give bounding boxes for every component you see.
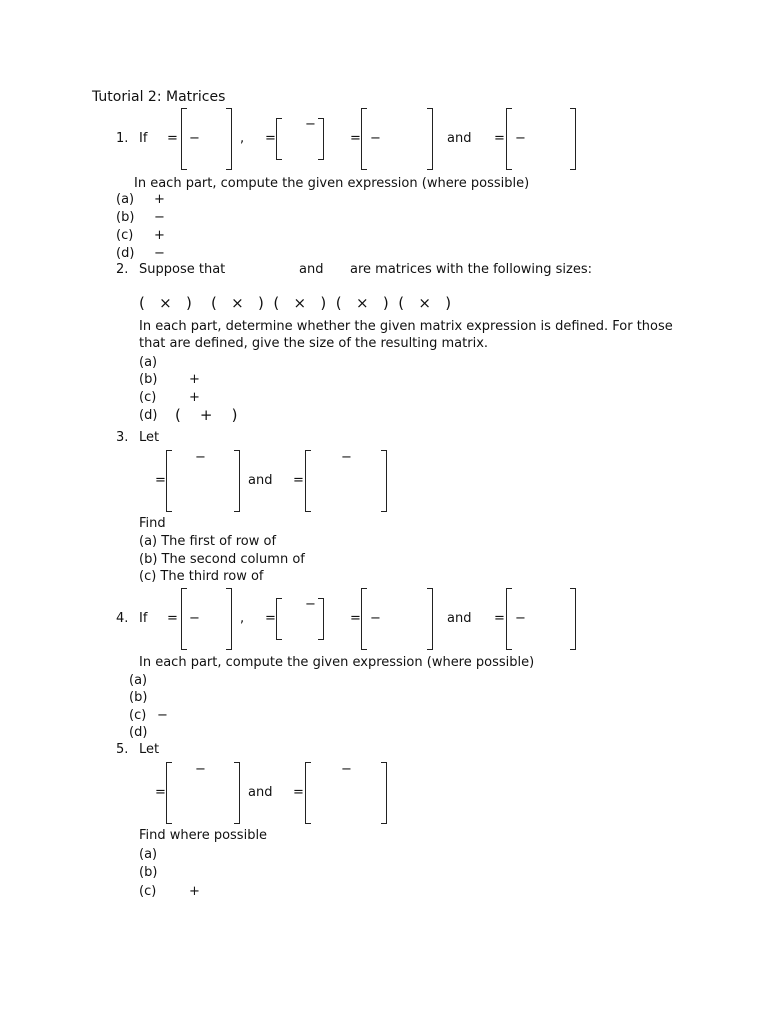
and-label: and (248, 473, 273, 488)
equals-sign: = (265, 611, 276, 626)
instruction: In each part, compute the given expression (where possible) (134, 176, 530, 191)
minus-sign: − (195, 762, 206, 777)
equals-sign: = (350, 611, 361, 626)
question-number: 3. (116, 430, 129, 445)
left-bracket (506, 588, 512, 650)
left-bracket (166, 450, 172, 512)
minus-sign: − (189, 131, 200, 146)
question-tail: are matrices with the following sizes: (350, 262, 593, 277)
and-label: and (447, 611, 472, 626)
right-bracket (381, 450, 387, 512)
equals-sign: = (293, 785, 304, 800)
part-label: (d) (129, 725, 148, 740)
right-bracket (234, 450, 240, 512)
part-label: (c) (129, 708, 147, 723)
part-label: (b) (139, 372, 158, 387)
equals-sign: = (167, 131, 178, 146)
question-number: 2. (116, 262, 129, 277)
minus-sign: − (189, 611, 200, 626)
minus-sign: − (515, 131, 526, 146)
part-text: (a) The first of row of (139, 534, 277, 549)
right-bracket (570, 588, 576, 650)
part-label: (a) (116, 192, 135, 207)
right-bracket (226, 588, 232, 650)
left-bracket (305, 762, 311, 824)
part-expression: + (154, 228, 165, 243)
part-label: (a) (139, 847, 158, 862)
part-label: (c) (139, 390, 157, 405)
matrix-sizes: ( × ) ( × ) ( × ) ( × ) ( × ) (139, 294, 452, 312)
right-bracket (226, 108, 232, 170)
page-title: Tutorial 2: Matrices (92, 89, 226, 105)
part-expression: − (154, 246, 165, 261)
part-label: (b) (116, 210, 135, 225)
let-label: Let (139, 742, 160, 757)
minus-sign: − (195, 450, 206, 465)
right-bracket (427, 588, 433, 650)
minus-sign: − (370, 611, 381, 626)
equals-sign: = (167, 611, 178, 626)
question-number: 5. (116, 742, 129, 757)
right-bracket (318, 598, 324, 640)
minus-sign: − (305, 597, 316, 612)
part-label: (d) (139, 408, 158, 423)
minus-sign: − (515, 611, 526, 626)
left-bracket (276, 598, 282, 640)
part-text: (b) The second column of (139, 552, 305, 567)
equals-sign: = (494, 131, 505, 146)
left-bracket (305, 450, 311, 512)
and-label: and (299, 262, 324, 277)
right-bracket (570, 108, 576, 170)
right-bracket (427, 108, 433, 170)
comma: , (240, 131, 245, 146)
left-bracket (276, 118, 282, 160)
left-bracket (361, 108, 367, 170)
minus-sign: − (341, 450, 352, 465)
part-expression: + (189, 372, 200, 387)
minus-sign: − (341, 762, 352, 777)
left-bracket (506, 108, 512, 170)
find-label: Find where possible (139, 828, 268, 843)
question-number: 1. (116, 131, 129, 146)
part-label: (d) (116, 246, 135, 261)
left-bracket (181, 588, 187, 650)
instruction: In each part, compute the given expression (where possible) (139, 655, 535, 670)
instruction: In each part, determine whether the given matrix expression is defined. For those (139, 319, 673, 334)
part-expression: ( + ) (175, 406, 238, 424)
right-bracket (234, 762, 240, 824)
minus-sign: − (370, 131, 381, 146)
let-label: Let (139, 430, 160, 445)
part-label: (c) (139, 884, 157, 899)
equals-sign: = (494, 611, 505, 626)
and-label: and (447, 131, 472, 146)
if-label: If (139, 611, 148, 626)
part-label: (c) (116, 228, 134, 243)
equals-sign: = (155, 785, 166, 800)
part-expression: + (189, 390, 200, 405)
part-expression: + (189, 884, 200, 899)
left-bracket (181, 108, 187, 170)
part-expression: − (154, 210, 165, 225)
comma: , (240, 611, 245, 626)
part-label: (b) (129, 690, 148, 705)
find-label: Find (139, 516, 166, 531)
question-lead: Suppose that (139, 262, 226, 277)
part-label: (a) (139, 355, 158, 370)
part-text: (c) The third row of (139, 569, 264, 584)
equals-sign: = (155, 473, 166, 488)
part-expression: − (157, 708, 168, 723)
if-label: If (139, 131, 148, 146)
part-label: (b) (139, 865, 158, 880)
right-bracket (381, 762, 387, 824)
right-bracket (318, 118, 324, 160)
equals-sign: = (265, 131, 276, 146)
question-number: 4. (116, 611, 129, 626)
instruction: that are defined, give the size of the resulting matrix. (139, 336, 489, 351)
part-expression: + (154, 192, 165, 207)
left-bracket (166, 762, 172, 824)
part-label: (a) (129, 673, 148, 688)
minus-sign: − (305, 117, 316, 132)
and-label: and (248, 785, 273, 800)
left-bracket (361, 588, 367, 650)
equals-sign: = (293, 473, 304, 488)
equals-sign: = (350, 131, 361, 146)
